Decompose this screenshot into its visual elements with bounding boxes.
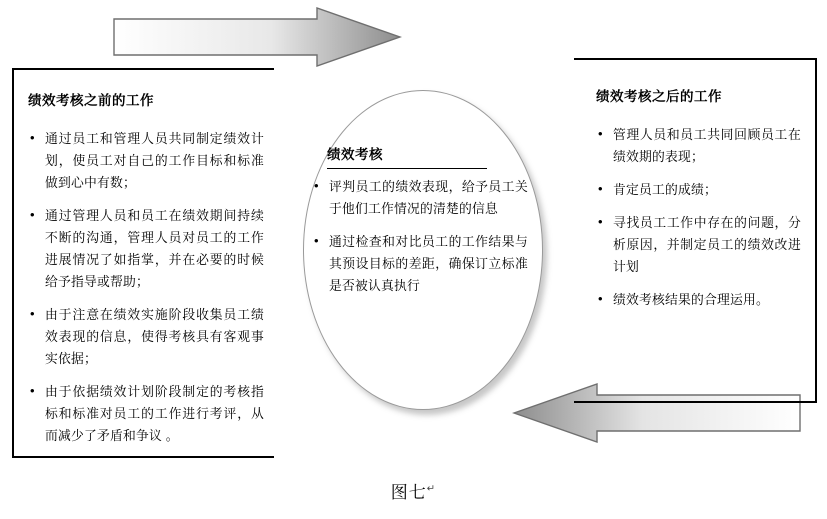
panel-before-appraisal (12, 68, 274, 458)
panel-after-appraisal (574, 58, 817, 403)
center-list (312, 176, 528, 308)
list-item: • 寻找员工工作中存在的问题，分析原因，并制定员工的绩效改进计划 (596, 212, 801, 278)
panel-before-list (28, 128, 264, 458)
panel-after-list (596, 124, 801, 322)
list-item: • 通过检查和对比员工的工作结果与其预设目标的差距，确保订立标准是否被认真执行 (312, 231, 528, 297)
center-title: 绩效考核 (327, 143, 487, 169)
list-item: • 由于注意在绩效实施阶段收集员工绩效表现的信息，使得考核具有客观事实依据； (28, 304, 264, 370)
panel-before-title: 绩效考核之前的工作 (28, 93, 154, 108)
arrow-right-top-icon (112, 6, 402, 73)
figure-caption-mark: ↵ (426, 483, 437, 495)
list-item: • 评判员工的绩效表现，给予员工关于他们工作情况的清楚的信息 (312, 176, 528, 220)
list-item: • 通过员工和管理人员共同制定绩效计划，使员工对自己的工作目标和标准做到心中有数； (28, 128, 264, 194)
list-item: • 通过管理人员和员工在绩效期间持续不断的沟通，管理人员对员工的工作进展情况了如指掌，并在必要的时候给予指导或帮助； (28, 205, 264, 293)
panel-after-title: 绩效考核之后的工作 (596, 89, 722, 104)
list-item: • 绩效考核结果的合理运用。 (596, 289, 801, 311)
figure-caption-text: 图七 (390, 483, 427, 502)
figure-caption (0, 478, 827, 503)
list-item: • 肯定员工的成绩； (596, 179, 801, 201)
list-item: • 由于依据绩效计划阶段制定的考核指标和标准对员工的工作进行考评，从而减少了矛盾和争议 。 (28, 381, 264, 447)
list-item: • 管理人员和员工共同回顾员工在绩效期的表现； (596, 124, 801, 168)
